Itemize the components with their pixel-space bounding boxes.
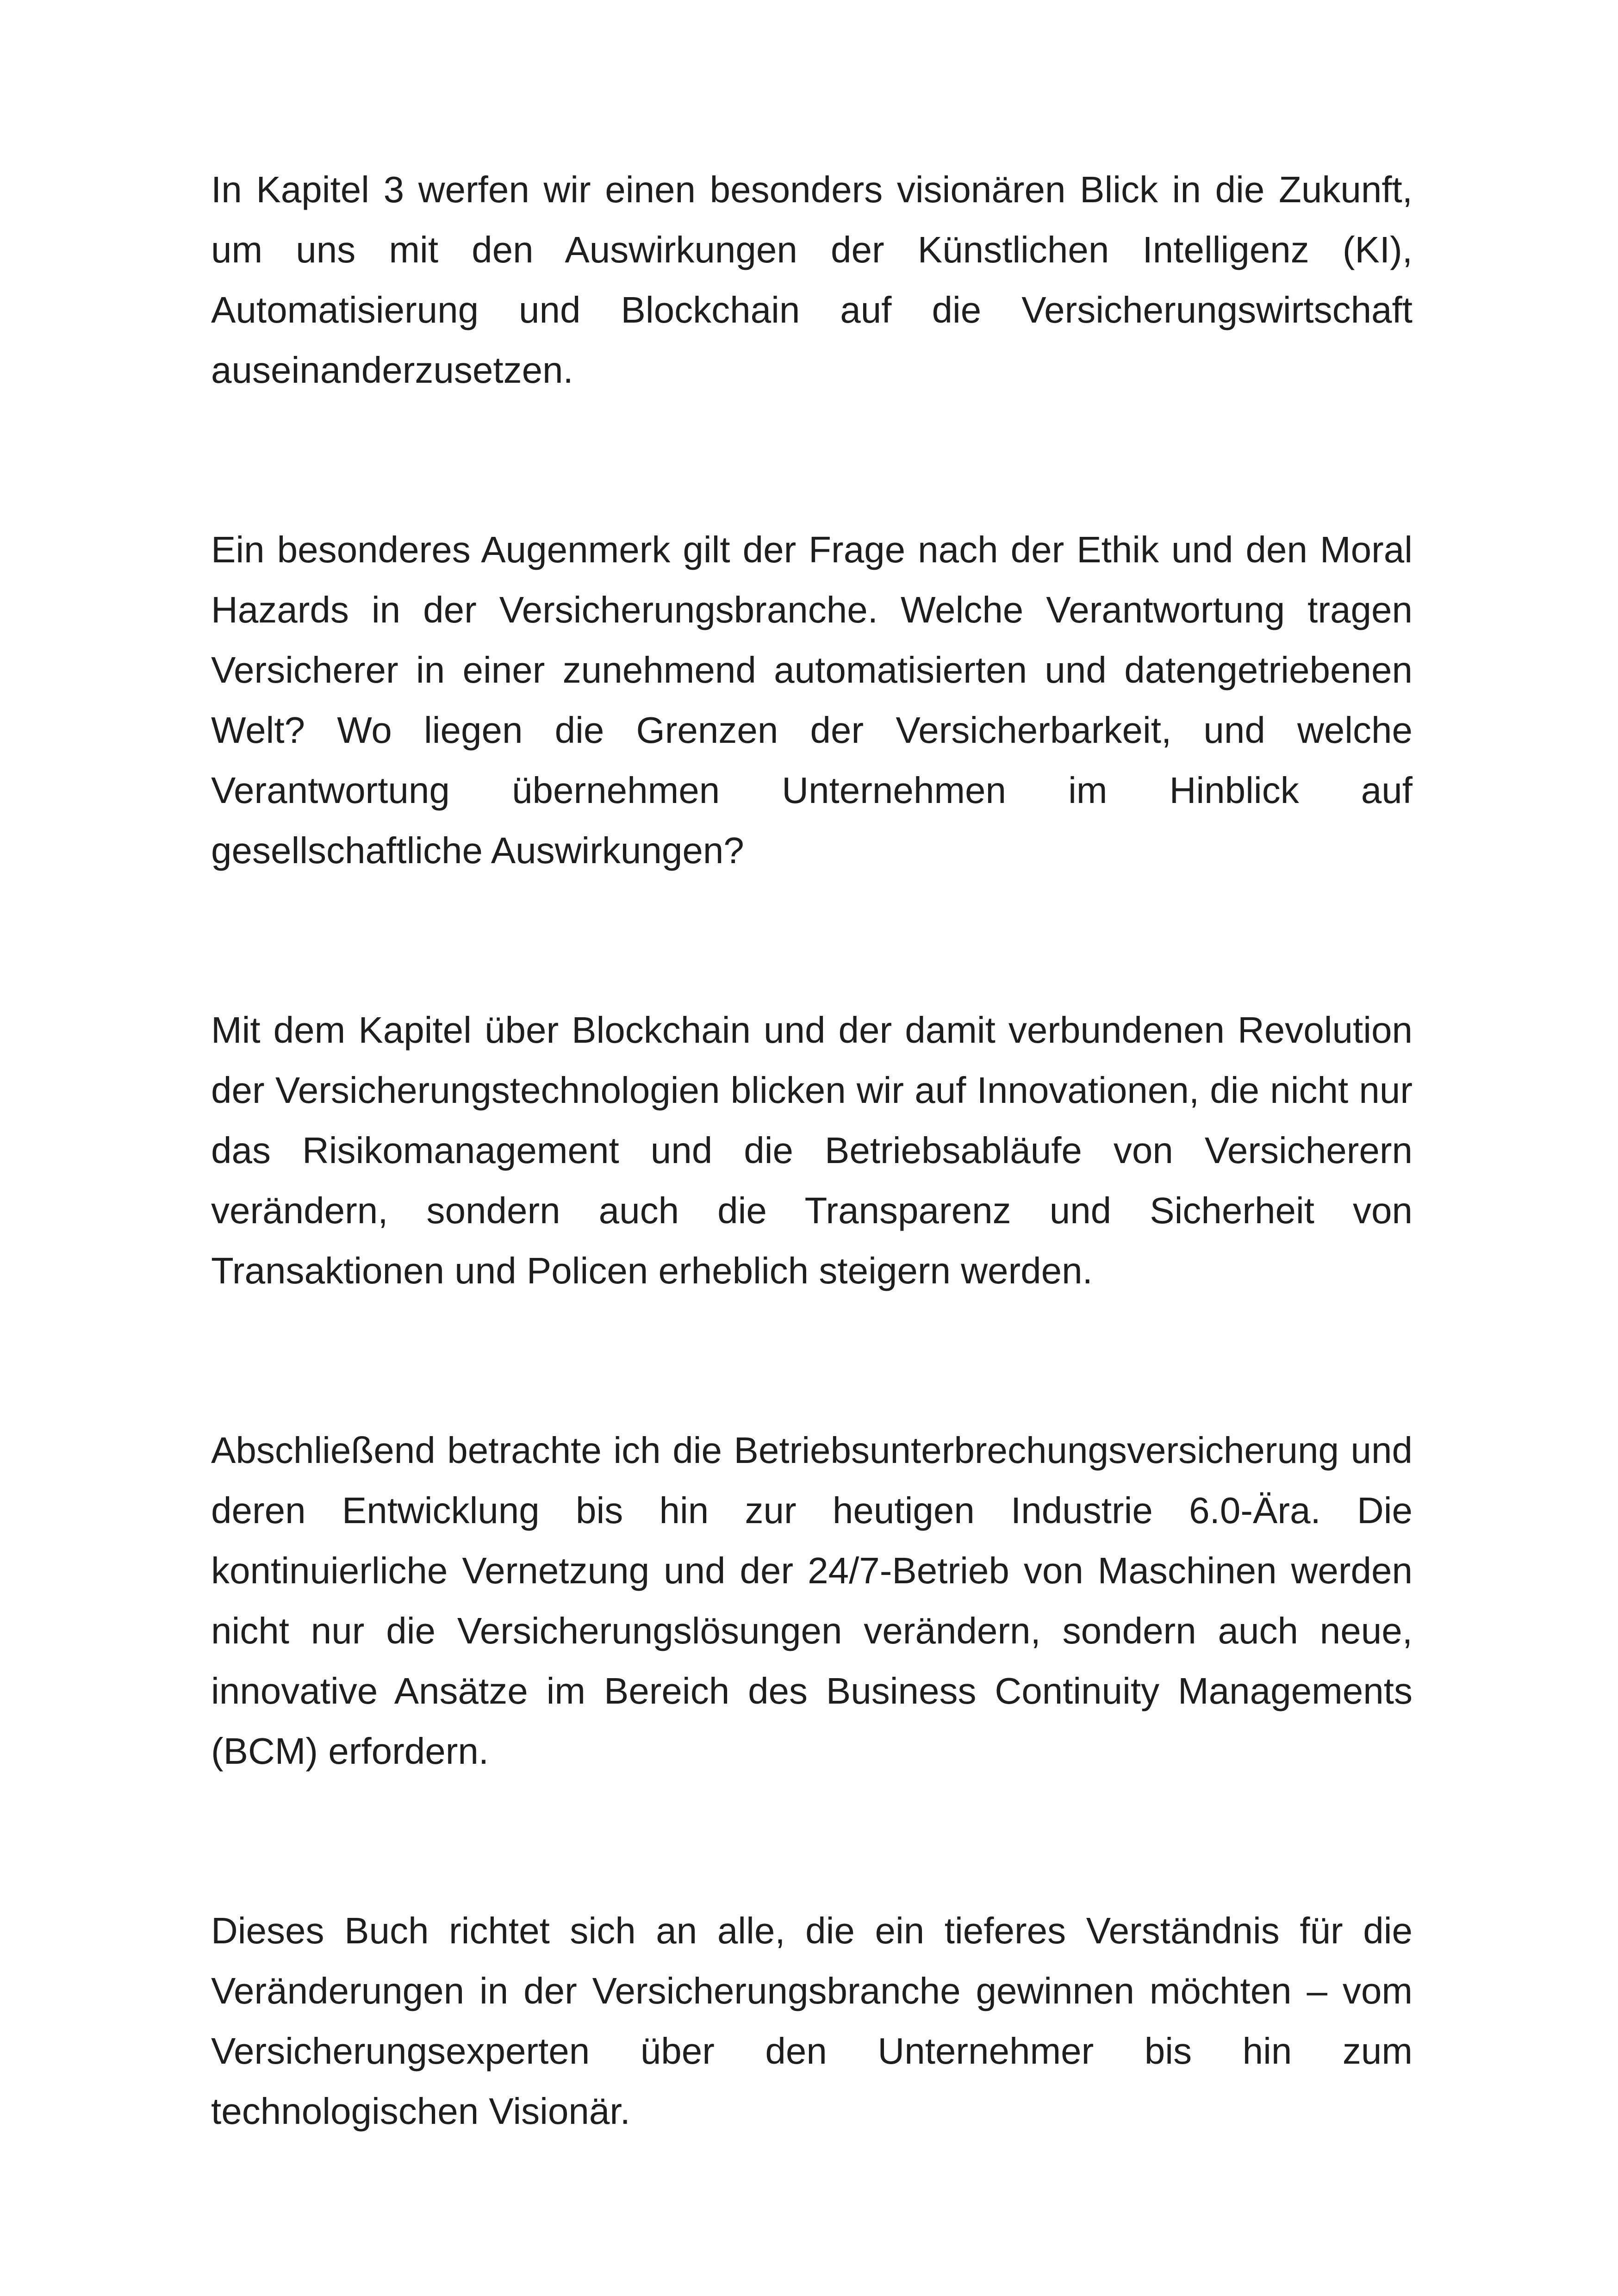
paragraph-ethics-moral-hazards: Ein besonderes Augenmerk gilt der Frage nach der Ethik und den Moral Hazards in der Versicherungsbranche. Welche Verantwortung tragen Versicherer in einer zunehmend automatisierten und datengetriebenen Welt? Wo liegen die Grenzen der Versicherbarkeit, und welche Verantwortung übernehmen Unternehmen im Hinblick auf gesellschaftliche Auswirkungen? — [211, 529, 1413, 871]
paragraph-target-audience: Dieses Buch richtet sich an alle, die ein tieferes Verständnis für die Veränderungen in der Versicherungsbranche gewinnen möchten – vom Versicherungsexperten über den Unternehmer bis hin zum technologischen Visionär. — [211, 1910, 1413, 2132]
paragraph-business-interruption: Abschließend betrachte ich die Betriebsunterbrechungsversicherung und deren Entwicklung bis hin zur heutigen Industrie 6.0-Ära. Die kontinuierliche Vernetzung und der 24/7-Betrieb von Maschinen werden nicht nur die Versicherungslösungen verändern, sondern auch neue, innovative Ansätze im Bereich des Business Continuity Managements (BCM) erfordern. — [211, 1430, 1413, 1772]
paragraph-ai-automation-blockchain: In Kapitel 3 werfen wir einen besonders visionären Blick in die Zukunft, um uns mit den Auswirkungen der Künstlichen Intelligenz (KI), Automatisierung und Blockchain auf die Versicherungswirtschaft auseinanderzusetzen. — [211, 169, 1413, 391]
body-text — [211, 160, 1413, 2141]
paragraph-blockchain-revolution: Mit dem Kapitel über Blockchain und der damit verbundenen Revolution der Versicherungstechnologien blicken wir auf Innovationen, die nicht nur das Risikomanagement und die Betriebsabläufe von Versicherern verändern, sondern auch die Transparenz und Sicherheit von Transaktionen und Policen erheblich steigern werden. — [211, 1009, 1413, 1291]
